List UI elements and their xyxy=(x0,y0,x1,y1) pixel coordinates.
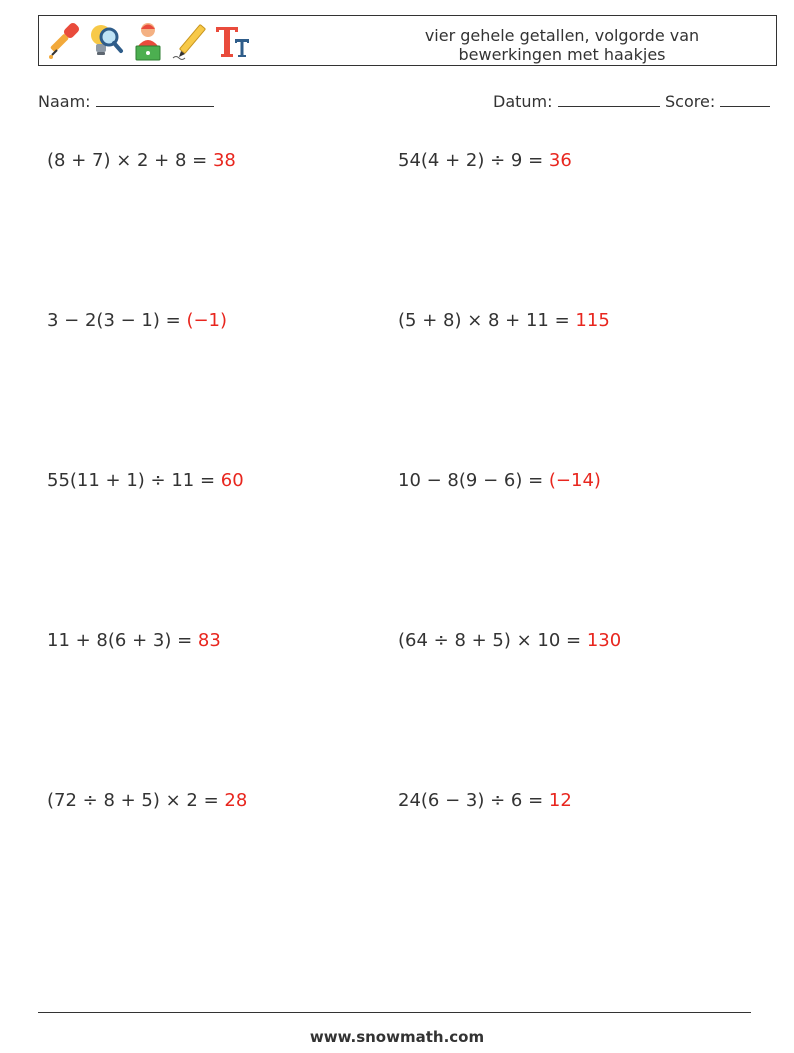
problem-expression: 3 − 2(3 − 1) = xyxy=(47,310,187,331)
problem-answer: (−1) xyxy=(186,310,228,331)
problem-expression: 24(6 − 3) ÷ 6 = xyxy=(398,790,549,811)
problem-answer: 60 xyxy=(220,470,244,491)
problem-expression: 11 + 8(6 + 3) = xyxy=(47,630,198,651)
problem-8 xyxy=(398,630,621,651)
problem-expression: 10 − 8(9 − 6) = xyxy=(398,470,549,491)
footer-divider xyxy=(38,1012,751,1013)
pencil-icon xyxy=(171,20,209,62)
pipette-icon xyxy=(45,20,83,62)
problem-7 xyxy=(47,630,221,651)
problem-1 xyxy=(47,150,236,171)
name-line[interactable] xyxy=(96,92,214,107)
name-field xyxy=(38,92,214,111)
score-field xyxy=(665,92,770,111)
title-line-1: vier gehele getallen, volgorde van xyxy=(424,26,700,45)
problem-answer: 115 xyxy=(575,310,610,331)
problem-expression: 54(4 + 2) ÷ 9 = xyxy=(398,150,549,171)
problem-4 xyxy=(398,310,610,331)
score-line[interactable] xyxy=(720,92,770,107)
worksheet-title xyxy=(402,26,722,64)
footer-site[interactable]: www.snowmath.com xyxy=(309,1028,485,1046)
header-icons xyxy=(45,19,251,63)
problem-expression: (8 + 7) × 2 + 8 = xyxy=(47,150,213,171)
problem-answer: 38 xyxy=(212,150,236,171)
name-label: Naam: xyxy=(38,92,91,111)
problem-expression: 55(11 + 1) ÷ 11 = xyxy=(47,470,221,491)
problem-answer: 28 xyxy=(224,790,248,811)
text-size-icon xyxy=(213,20,251,62)
lightbulb-magnifier-icon xyxy=(87,20,125,62)
problem-answer: 130 xyxy=(586,630,622,651)
problem-6 xyxy=(398,470,601,491)
date-label: Datum: xyxy=(493,92,553,111)
score-label: Score: xyxy=(665,92,716,111)
problem-5 xyxy=(47,470,244,491)
date-line[interactable] xyxy=(558,92,660,107)
problem-10 xyxy=(398,790,572,811)
problem-expression: (64 ÷ 8 + 5) × 10 = xyxy=(398,630,587,651)
date-field xyxy=(493,92,660,111)
teacher-laptop-icon xyxy=(129,20,167,62)
problem-answer: (−14) xyxy=(548,470,601,491)
title-line-2: bewerkingen met haakjes xyxy=(458,45,666,64)
problem-3 xyxy=(47,310,227,331)
problem-answer: 12 xyxy=(548,790,572,811)
problem-expression: (5 + 8) × 8 + 11 = xyxy=(398,310,576,331)
problem-9 xyxy=(47,790,247,811)
problem-2 xyxy=(398,150,572,171)
worksheet-header xyxy=(38,15,777,66)
problem-expression: (72 ÷ 8 + 5) × 2 = xyxy=(47,790,225,811)
problem-answer: 83 xyxy=(197,630,221,651)
problem-answer: 36 xyxy=(548,150,572,171)
